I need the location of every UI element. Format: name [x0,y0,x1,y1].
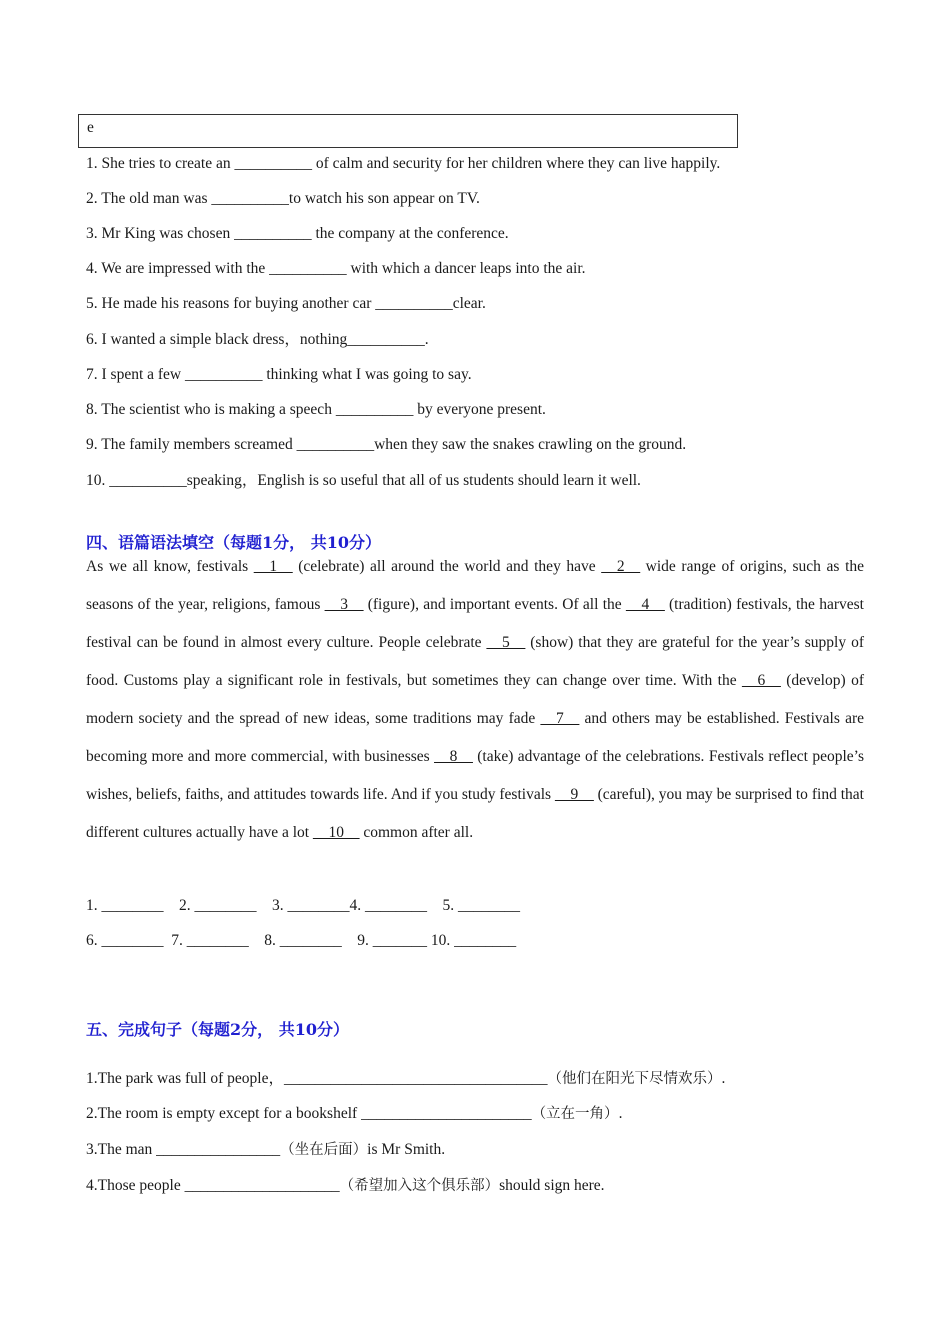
passage-blank: __2__ [601,558,641,575]
passage-blank: __3__ [324,596,364,613]
passage-text: (take) advantage of the celebrations. Festivals reflect people’s wishes, beliefs, faiths, and attitudes towards life. And if you study festivals [86,748,864,803]
passage-blank: __1__ [253,558,293,575]
passage-text: (tradition) festivals, the harvest festival can be found in almost every culture. People celebrate [86,596,864,651]
s5-item-1-post: . [721,1070,726,1087]
s5-item-2-hint: （立在一角） [531,1106,619,1122]
passage-text: (careful), you may be surprised to find that different cultures actually have a lot [86,786,864,841]
section4-passage [86,548,864,852]
s5-item-3 [86,1140,445,1160]
s5-item-3-blank: ________________ [156,1141,281,1158]
s5-item-2 [86,1104,622,1124]
section4-answer-row-1: 1. ________ 2. ________ 3. ________4. ________ 5. ________ [86,897,520,914]
passage-text: (celebrate) all around the world and they have [292,558,602,575]
s5-item-4 [86,1176,605,1196]
s3-item-3: 3. Mr King was chosen __________ the company at the conference. [86,225,509,242]
s3-item-4: 4. We are impressed with the __________ with which a dancer leaps into the air. [86,260,586,277]
s5-item-4-post: should sign here. [499,1177,605,1194]
passage-text: common after all. [359,824,474,841]
passage-blank: __7__ [540,710,580,727]
passage-blank: __8__ [434,748,473,765]
s5-item-3-post: is Mr Smith. [367,1141,446,1158]
s5-item-4-pre: 4.Those people [86,1177,185,1194]
s3-item-2: 2. The old man was __________to watch his son appear on TV. [86,190,480,207]
passage-text: (figure), and important events. Of all the [363,596,626,613]
passage-blank: __6__ [742,672,781,689]
section4-heading: 四、语篇语法填空（每题1分， 共10分） [86,533,381,552]
s3-item-10: 10. __________speaking，English is so useful that all of us students should learn it well. [86,472,641,489]
word-bank-text: e [87,119,94,136]
s5-item-4-hint: （希望加入这个俱乐部） [339,1178,500,1194]
passage-text: (develop) of modern society and the spread of new ideas, some traditions may fade [86,672,864,727]
s5-item-4-blank: ____________________ [184,1177,340,1194]
s5-item-1-pre: 1.The park was full of people， [86,1070,284,1087]
passage-blank: __9__ [554,786,594,803]
s5-item-2-post: . [618,1105,623,1122]
passage-text: As we all know, festivals [86,558,254,575]
s3-item-9: 9. The family members screamed __________when they saw the snakes crawling on the ground. [86,436,687,453]
s5-item-3-pre: 3.The man [86,1141,157,1158]
s3-item-6: 6. I wanted a simple black dress，nothing__________. [86,331,429,348]
s3-item-7: 7. I spent a few __________ thinking what I was going to say. [86,366,472,383]
passage-text: (show) that they are grateful for the year’s supply of food. Customs play a significant role in festivals, but sometimes they can change over time. With the [86,634,864,689]
s3-item-8: 8. The scientist who is making a speech __________ by everyone present. [86,401,546,418]
s5-item-3-hint: （坐在后面） [280,1142,368,1158]
passage-text: and others may be established. Festivals are becoming more and more commercial, with businesses [86,710,864,765]
passage-text: wide range of origins, such as the seasons of the year, religions, famous [86,558,865,613]
s3-item-5: 5. He made his reasons for buying another car __________clear. [86,295,486,312]
section5-heading: 五、完成句子（每题2分， 共10分） [86,1020,349,1039]
section4-answer-row-2: 6. ________ 7. ________ 8. ________ 9. _______ 10. ________ [86,932,517,949]
word-bank-box [78,114,738,148]
passage-blank: __4__ [625,596,665,613]
s5-item-1 [86,1069,725,1089]
s5-item-2-pre: 2.The room is empty except for a bookshelf [86,1105,362,1122]
s5-item-2-blank: ______________________ [361,1105,532,1122]
s5-item-1-hint: （他们在阳光下尽情欢乐） [547,1071,722,1087]
passage-blank: __10__ [312,824,360,841]
s5-item-1-blank: __________________________________ [284,1070,548,1087]
passage-blank: __5__ [486,634,526,651]
s3-item-1: 1. She tries to create an __________ of calm and security for her children where they can live happily. [86,155,721,172]
